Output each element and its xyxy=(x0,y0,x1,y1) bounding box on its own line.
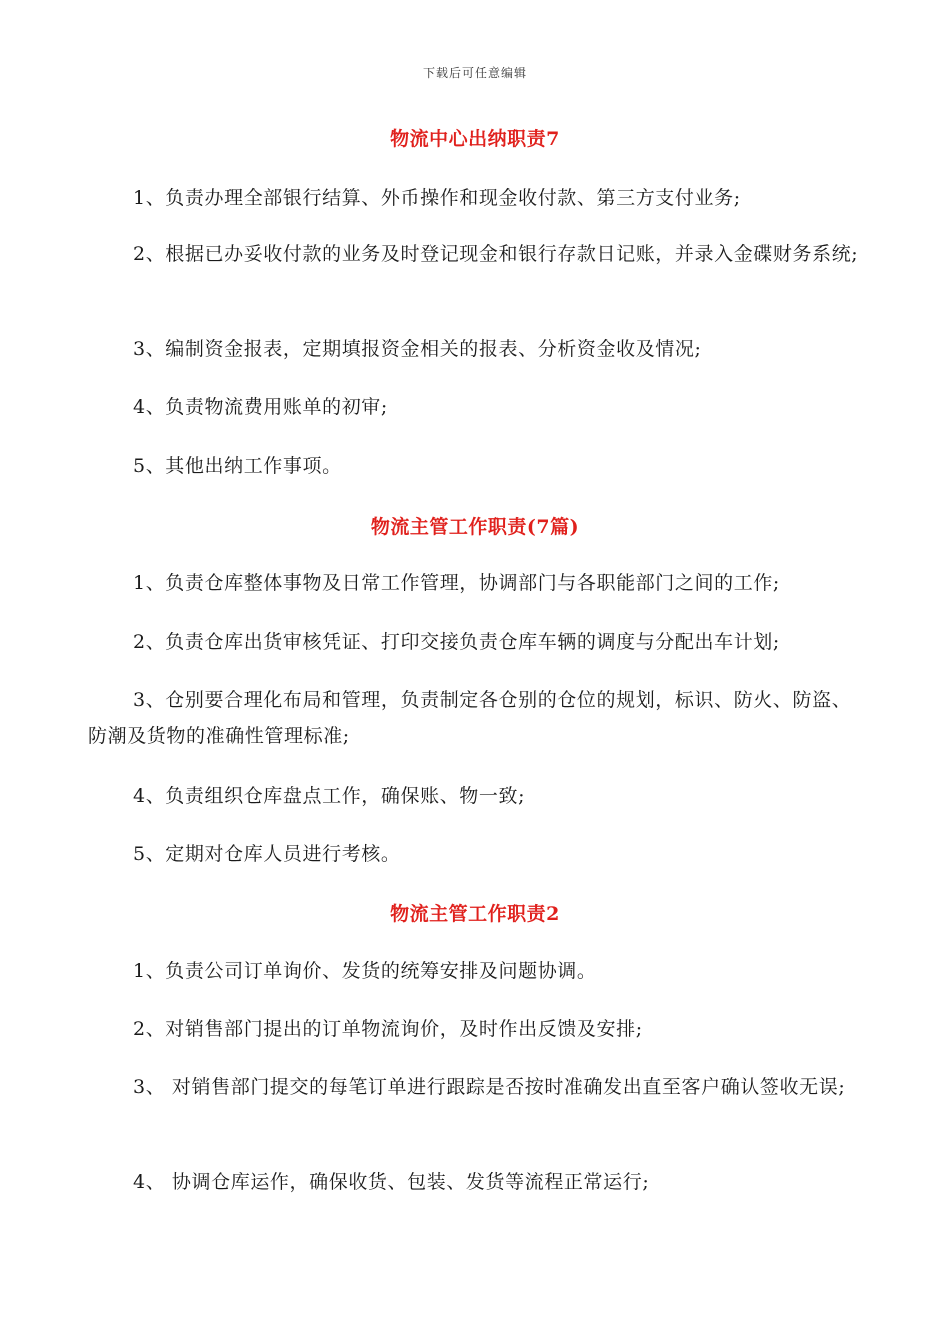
paragraph: 5、定期对仓库人员进行考核。 xyxy=(133,843,401,865)
paragraph: 2、负责仓库出货审核凭证、打印交接负责仓库车辆的调度与分配出车计划; xyxy=(133,631,780,653)
paragraph: 3、仓别要合理化布局和管理，负责制定各仓别的仓位的规划，标识、防火、防盗、防潮及货物的准确性管理标准; xyxy=(88,689,852,747)
paragraph: 5、其他出纳工作事项。 xyxy=(133,455,342,477)
paragraph: 4、负责物流费用账单的初审; xyxy=(133,396,388,418)
paragraph: 4、 协调仓库运作，确保收货、包装、发货等流程正常运行; xyxy=(133,1171,650,1193)
paragraph: 3、编制资金报表，定期填报资金相关的报表、分析资金收及情况; xyxy=(133,338,702,360)
paragraph: 1、负责公司订单询价、发货的统筹安排及问题协调。 xyxy=(133,960,597,982)
paragraph: 1、负责仓库整体事物及日常工作管理，协调部门与各职能部门之间的工作; xyxy=(133,572,780,594)
section-title-2: 物流主管工作职责(7篇) xyxy=(370,516,580,538)
paragraph: 1、负责办理全部银行结算、外币操作和现金收付款、第三方支付业务; xyxy=(133,187,741,209)
section-title-3: 物流主管工作职责2 xyxy=(390,903,560,925)
paragraph: 4、负责组织仓库盘点工作，确保账、物一致; xyxy=(133,785,526,807)
paragraph: 2、对销售部门提出的订单物流询价，及时作出反馈及安排; xyxy=(133,1018,643,1040)
paragraph: 2、根据已办妥收付款的业务及时登记现金和银行存款日记账，并录入金碟财务系统; xyxy=(133,243,859,265)
header-note: 下载后可任意编辑 xyxy=(422,66,527,80)
paragraph: 3、 对销售部门提交的每笔订单进行跟踪是否按时准确发出直至客户确认签收无误; xyxy=(133,1076,846,1098)
section-title-1: 物流中心出纳职责7 xyxy=(390,128,560,150)
